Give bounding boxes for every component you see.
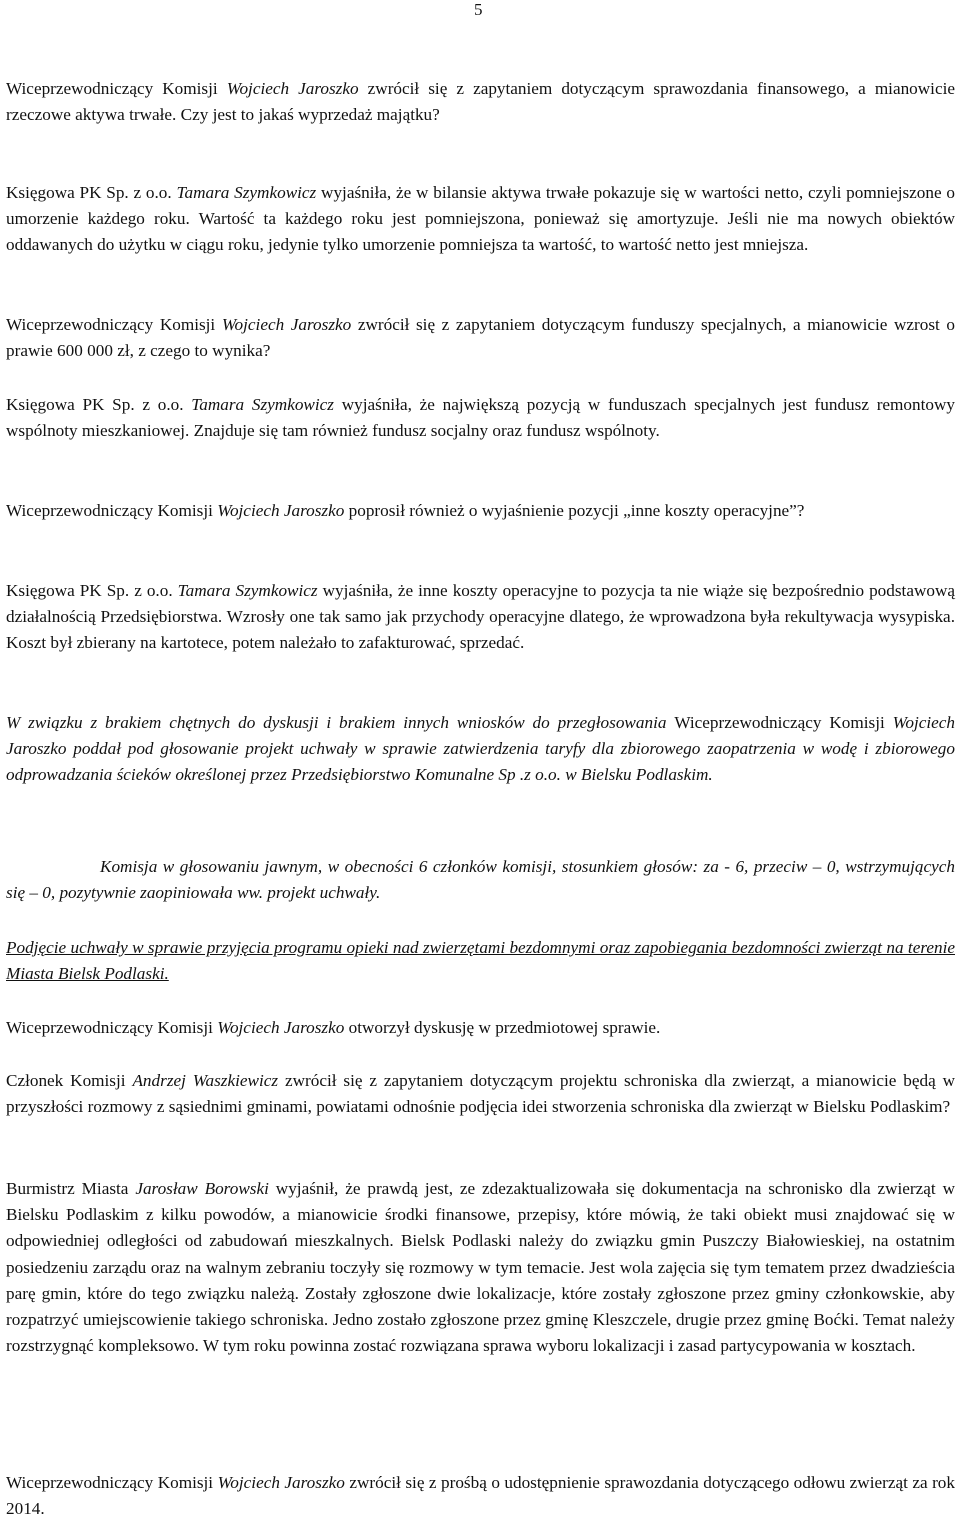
text-run: poddał pod głosowanie projekt uchwały w sprawie zatwierdzenia taryfy dla zbiorowego zaopatrzenia w wodę i zbiorowego odprowadzania ścieków określonej przez Przedsiębiorstwo Komunalne Sp .z o.o. w Bielsku Podlaskim. — [6, 739, 955, 785]
paragraph — [6, 1015, 955, 1041]
text-run: Andrzej Waszkiewicz — [132, 1071, 279, 1090]
text-run: Wojciech Jaroszko — [217, 1473, 345, 1492]
text-run: Komisja w głosowaniu jawnym, w obecności 6 członków komisji, stosunkiem głosów: za - 6, przeciw – 0, wstrzymujących się – 0, pozytywnie zaopiniowała ww. projekt uchwały. — [6, 857, 955, 903]
text-run: Księgowa PK Sp. z o.o. — [6, 395, 192, 414]
text-run: Tamara Szymkowicz — [176, 183, 317, 202]
paragraph — [6, 1470, 955, 1522]
text-run: Jarosław Borowski — [135, 1179, 269, 1198]
paragraph — [6, 76, 955, 128]
paragraph — [6, 180, 955, 259]
text-run: Wiceprzewodniczący Komisji — [674, 713, 893, 732]
text-run: wyjaśniła, że w bilansie aktywa trwałe pokazuje się w wartości netto, czyli pomniejszone o umorzenie każdego roku. Wartość ta każdego roku jest pomniejszona, ponieważ się amortyzuje. Jeśli nie ma nowych obiektów oddawanych do użytku w ciągu roku, jedynie tylko umorzenie pomniejsza ta wartość, to wartość netto jest mniejsza. — [6, 183, 955, 255]
page-number: 5 — [474, 0, 483, 19]
paragraph — [6, 392, 955, 444]
text-run: zwrócił się z prośbą o udostępnienie sprawozdania dotyczącego odłowu zwierząt za rok 2014. — [6, 1473, 955, 1519]
paragraph — [6, 710, 955, 789]
text-run: poprosił również o wyjaśnienie pozycji „inne koszty operacyjne”? — [344, 501, 805, 520]
text-run: Podjęcie uchwały w sprawie przyjęcia programu opieki nad zwierzętami bezdomnymi oraz zapobiegania bezdomności zwierząt na terenie Miasta Bielsk Podlaski. — [6, 938, 955, 984]
paragraph — [6, 1068, 955, 1120]
text-run: zwrócił się z zapytaniem dotyczącym projektu schroniska dla zwierząt, a mianowicie będą w przyszłości rozmowy z sąsiednimi gminami, powiatami odnośnie podjęcia idei stworzenia schroniska dla zwierząt w Bielsku Podlaskim? — [6, 1071, 955, 1117]
text-run: Księgowa PK Sp. z o.o. — [6, 183, 177, 202]
text-run: Wojciech Jaroszko — [217, 1018, 345, 1037]
paragraph — [6, 312, 955, 364]
text-run: Wojciech Jaroszko — [6, 713, 956, 759]
text-run: Wojciech Jaroszko — [226, 79, 359, 98]
text-run: Księgowa PK Sp. z o.o. — [6, 581, 178, 600]
text-run: zwrócił się z zapytaniem dotyczącym sprawozdania finansowego, a mianowicie rzeczowe aktywa trwałe. Czy jest to jakaś wyprzedaż majątku? — [6, 79, 955, 125]
text-run: wyjaśniła, że największą pozycją w funduszach specjalnych jest fundusz remontowy wspólnoty mieszkaniowej. Znajduje się tam również fundusz socjalny oraz fundusz wspólnoty. — [6, 395, 955, 441]
text-run: otworzył dyskusję w przedmiotowej sprawie. — [344, 1018, 661, 1037]
text-run: Wojciech Jaroszko — [221, 315, 352, 334]
text-run: zwrócił się z zapytaniem dotyczącym funduszy specjalnych, a mianowicie wzrost o prawie 600 000 zł, z czego to wynika? — [6, 315, 955, 361]
text-run: Wiceprzewodniczący Komisji — [6, 1018, 218, 1037]
text-run: Wiceprzewodniczący Komisji — [6, 79, 227, 98]
text-run: wyjaśnił, że prawdą jest, ze zdezaktualizowała się dokumentacja na schronisko dla zwierząt w Bielsku Podlaskim z kilku powodów, a mianowicie środki finansowe, przepisy, które mówią, że taki obiekt musi znajdować się w odpowiedniej odległości od zabudowań mieszkalnych. Bielsk Podlaski należy do związku gmin Puszczy Białowieskiej, na ostatnim posiedzeniu zarządu oraz na walnym zebraniu toczyły się rozmowy w tym temacie. Jest wola zajęcia się tym tematem przez dwadzieścia parę gmin, które do tego związku należą. Zostały zgłoszone dwie lokalizacje, które zostały zgłoszone przez gminy członkowskie, aby rozpatrzyć umiejscowienie takiego schroniska. Jedno zostało zgłoszone przez gminę Kleszczele, drugie przez gminę Boćki. Temat należy rozstrzygnąć kompleksowo. W tym roku powinna zostać rozwiązana sprawa wyboru lokalizacji i zasad partycypowania w kosztach. — [6, 1179, 955, 1356]
text-run: Tamara Szymkowicz — [191, 395, 334, 414]
text-run: Wiceprzewodniczący Komisji — [6, 315, 222, 334]
paragraph — [6, 935, 955, 987]
text-run: Tamara Szymkowicz — [177, 581, 318, 600]
text-run: W związku z brakiem chętnych do dyskusji i brakiem innych wniosków do przegłosowania — [6, 713, 675, 732]
paragraph — [6, 578, 955, 657]
text-run: Burmistrz Miasta — [6, 1179, 136, 1198]
text-run: Członek Komisji — [6, 1071, 133, 1090]
text-run: Wiceprzewodniczący Komisji — [6, 1473, 218, 1492]
paragraph — [6, 498, 955, 524]
text-run: Wojciech Jaroszko — [217, 501, 345, 520]
text-run: wyjaśniła, że inne koszty operacyjne to pozycja ta nie wiąże się bezpośrednio podstawową działalnością Przedsiębiorstwa. Wzrosły one tak samo jak przychody operacyjne dlatego, że wprowadzona była rekultywacja wysypiska. Koszt był zbierany na kartotece, potem należało to zafakturować, sprzedać. — [6, 581, 955, 653]
text-run: Wiceprzewodniczący Komisji — [6, 501, 218, 520]
paragraph — [6, 854, 955, 906]
paragraph — [6, 1176, 955, 1359]
